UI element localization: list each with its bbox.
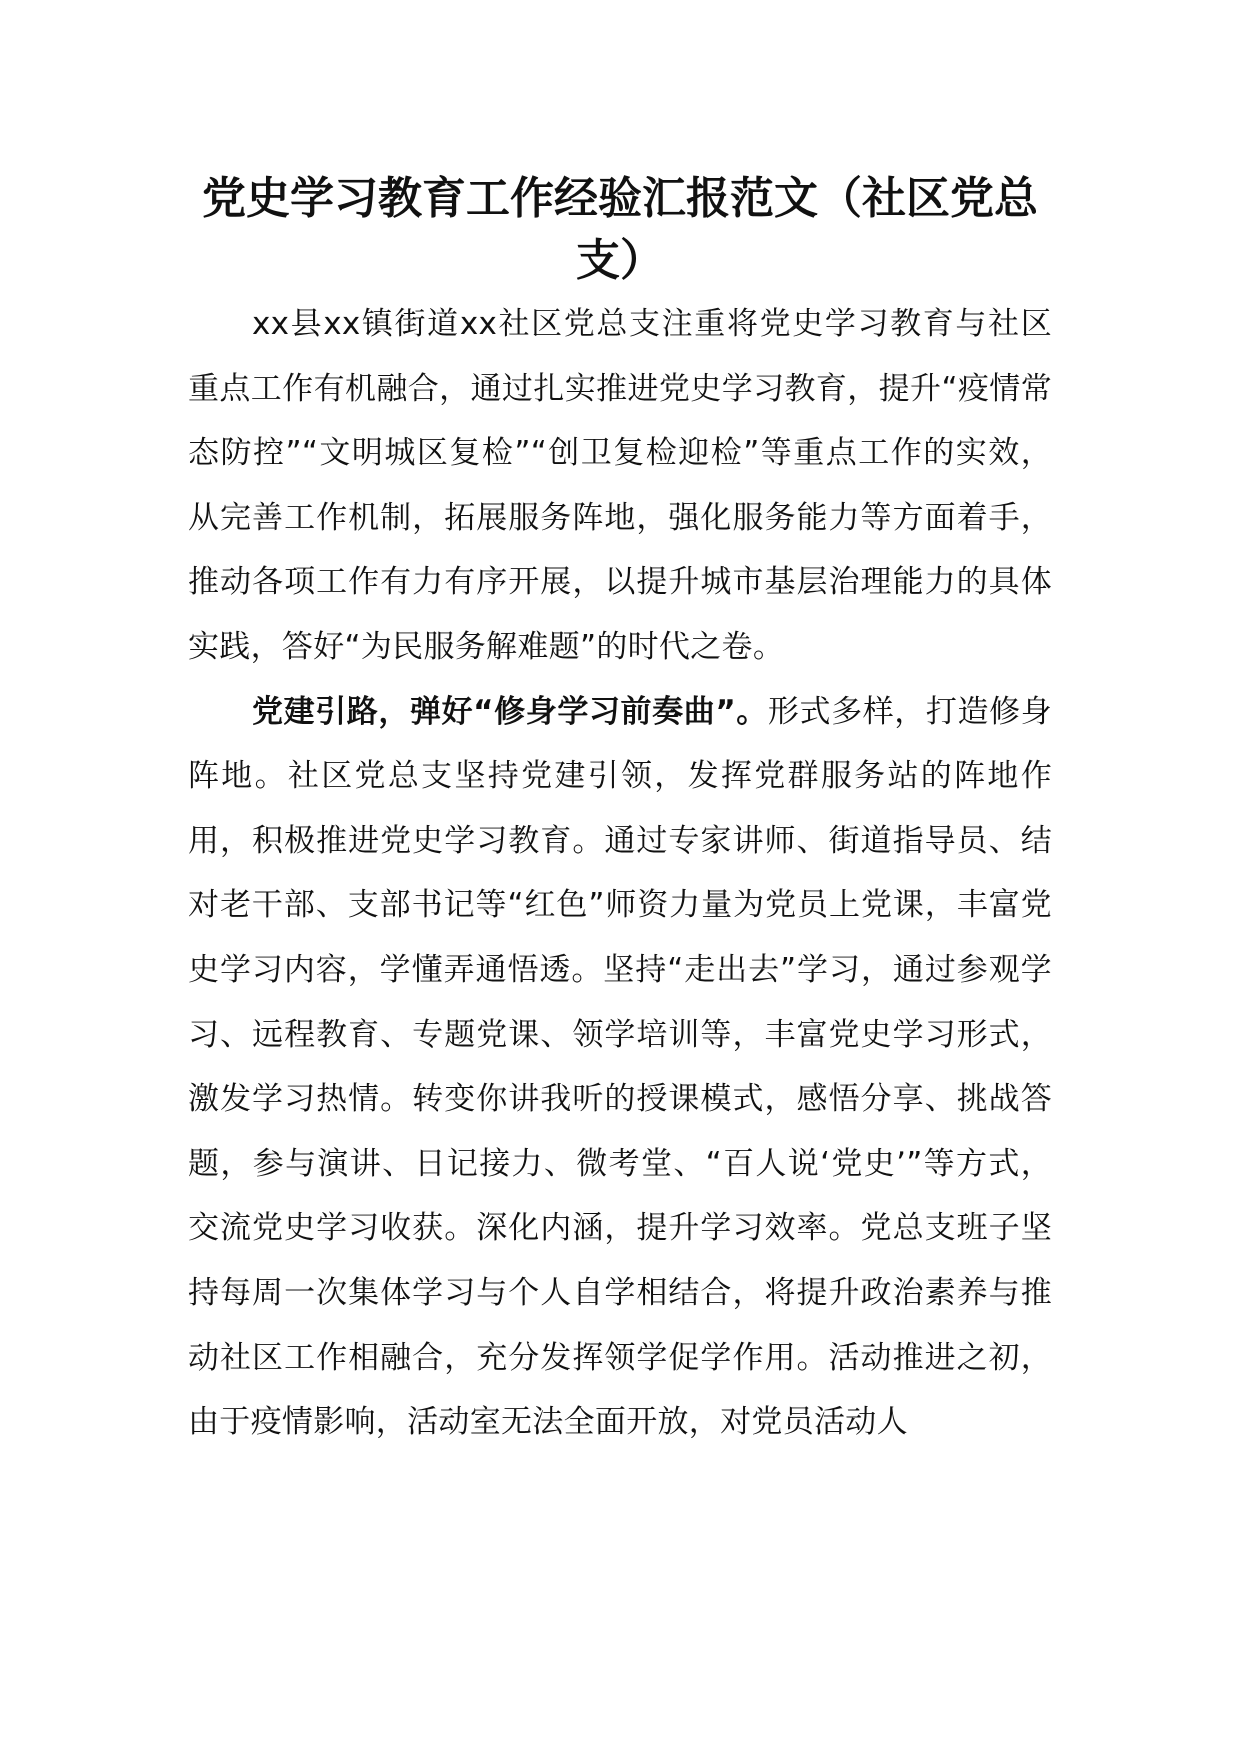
paragraph-text: xx县xx镇街道xx社区党总支注重将党史学习教育与社区重点工作有机融合，通过扎实推进党史学习教育，提升“疫情常态防控”“文明城区复检”“创卫复检迎检”等重点工作的实效，从完善工作机制，拓展服务阵地，强化服务能力等方面着手，推动各项工作有力有序开展，以提升城市基层治理能力的具体实践，答好“为民服务解难题”的时代之卷。	[188, 306, 1052, 665]
intro-paragraph	[188, 292, 1052, 680]
document-body	[188, 168, 1052, 1455]
paragraph-text: 形式多样，打造修身阵地。社区党总支坚持党建引领，发挥党群服务站的阵地作用，积极推进党史学习教育。通过专家讲师、街道指导员、结对老干部、支部书记等“红色”师资力量为党员上党课，丰富党史学习内容，学懂弄通悟透。坚持“走出去”学习，通过参观学习、远程教育、专题党课、领学培训等，丰富党史学习形式，激发学习热情。转变你讲我听的授课模式，感悟分享、挑战答题，参与演讲、日记接力、微考堂、“百人说‘党史’”等方式，交流党史学习收获。深化内涵，提升学习效率。党总支班子坚持每周一次集体学习与个人自学相结合，将提升政治素养与推动社区工作相融合，充分发挥领学促学作用。活动推进之初，由于疫情影响，活动室无法全面开放，对党员活动人	[188, 693, 1052, 1441]
document-title: 党史学习教育工作经验汇报范文（社区党总支）	[202, 173, 1038, 286]
paragraph-lead: 党建引路，弹好“修身学习前奏曲”。	[252, 693, 768, 730]
section-paragraph	[188, 680, 1052, 1455]
